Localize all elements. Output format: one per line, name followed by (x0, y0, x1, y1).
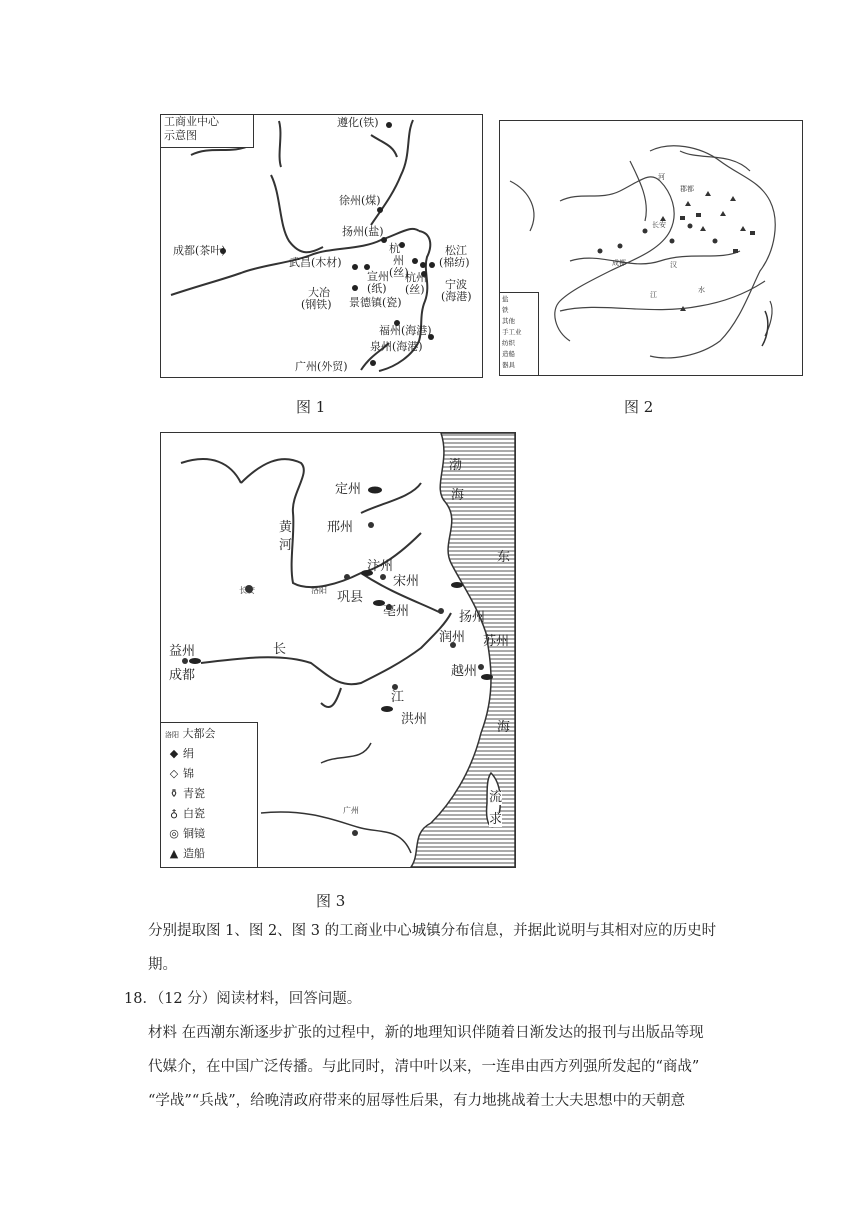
fig3-huanghe-2: 河 (279, 538, 293, 553)
legend-row-dadu: 洛阳 大都会 (165, 727, 216, 740)
fig3-songzhou: 宋州 (393, 574, 420, 589)
figure1-caption: 图 1 (296, 398, 326, 416)
figure2-legend-1: 铁 (502, 306, 509, 314)
city-chengdu: 成都(茶叶) (173, 244, 226, 257)
figure1-title-line2: 示意图 (164, 129, 197, 142)
fig3-dong: 东 (497, 550, 511, 565)
city-hangzhou1-b: 州 (393, 254, 404, 267)
fig3-gongxian: 巩县 (337, 590, 364, 605)
legend-row-zaochuan: ▲ 造船 (165, 847, 205, 860)
brocade-icon: ◇ (169, 767, 179, 780)
city-zunhua: 遵化(铁) (337, 116, 379, 129)
figure1-title-line1: 工商业中心 (164, 115, 219, 128)
figure3-caption: 图 3 (316, 892, 346, 910)
fig3-hongzhou: 洪州 (401, 712, 428, 727)
question-text-line1: 分别提取图 1、图 2、图 3 的工商业中心城镇分布信息，并据此说明与其相对应的历史时 (148, 923, 717, 939)
city-guangzhou: 广州(外贸) (295, 360, 348, 373)
fig3-bohai-1: 渤 (449, 458, 463, 473)
legend-row-qingci: ⚱ 青瓷 (165, 787, 205, 800)
city-quanzhou: 泉州(海港) (370, 340, 423, 353)
material-line3: “学战”“兵战”，给晚清政府带来的屈辱性后果，有力地挑战着士大夫思想中的天朝意 (148, 1093, 686, 1109)
material-line1: 材料 在西潮东渐逐步扩张的过程中，新的地理知识伴随着日渐发达的报刊与出版品等现 (148, 1025, 704, 1041)
silk-icon: ◆ (169, 747, 179, 760)
figure2-legend (500, 292, 539, 375)
fig3-changan: 长安 (239, 586, 255, 595)
city-xuanzhou-b: (纸) (367, 282, 387, 295)
fig3-xingzhou: 邢州 (327, 520, 354, 535)
legend-row-baici: ♁ 白瓷 (165, 807, 205, 820)
city-songjiang-a: 松江 (445, 244, 467, 257)
city-ningbo-b: (海港) (441, 290, 472, 303)
question-18-heading: 18．（12 分）阅读材料，回答问题。 (124, 991, 362, 1007)
city-xuanzhou-a: 宣州 (367, 270, 389, 283)
figure2-legend-4: 纺织 (502, 339, 515, 347)
figure2-legend-6: 器具 (502, 361, 515, 369)
city-fuzhou: 福州(海港) (379, 324, 432, 337)
city-songjiang-b: (棉纺) (439, 256, 470, 269)
city-daye-a: 大冶 (308, 286, 330, 299)
fig3-bianzhou: 汴州 (367, 559, 394, 574)
fig3-runzhou: 润州 (439, 630, 466, 645)
city-yangzhou: 扬州(盐) (342, 225, 384, 238)
city-xuzhou: 徐州(煤) (339, 194, 381, 207)
fig3-dingzhou: 定州 (335, 482, 362, 497)
bronze-mirror-icon: ◎ (169, 827, 179, 840)
fig3-guangzhou: 广州 (343, 806, 359, 815)
fig3-bohai-2: 海 (451, 488, 465, 503)
figure2-map: 河 郡都 长安 成都 汉 水 江 盐 铁 其他 手工业 纺织 造船 器具 (499, 120, 803, 376)
city-hangzhou1-c: (丝) (389, 266, 409, 279)
fig3-yangzhou: 扬州 (459, 610, 486, 625)
material-line2: 代媒介，在中国广泛传播。与此同时，清中叶以来，一连串由西方列强所发起的“商战” (148, 1059, 700, 1075)
figure2-legend-3: 手工业 (502, 328, 522, 336)
city-hangzhou1-a: 杭 (389, 242, 400, 255)
figure2-legend-2: 其他 (502, 317, 515, 325)
city-daye-b: (钢铁) (301, 298, 332, 311)
fig3-luoyang: 洛阳 (311, 586, 327, 595)
city-ningbo-a: 宁波 (445, 278, 467, 291)
figure1-title-box (161, 115, 254, 148)
figure2-terrain (500, 121, 802, 375)
figure2-legend-5: 造船 (502, 350, 515, 358)
fig3-chang: 长 (273, 642, 287, 657)
legend-row-tongjing: ◎ 铜镜 (165, 827, 205, 840)
fig3-liuqiu-2: 求 (489, 812, 503, 827)
figure1-map (160, 114, 483, 378)
figure3-legend (161, 722, 258, 867)
celadon-icon: ⚱ (169, 787, 179, 800)
fig3-yuezhou: 越州 (451, 664, 478, 679)
fig3-hai: 海 (497, 720, 511, 735)
legend-row-juan: ◆ 绢 (165, 747, 194, 760)
fig3-huanghe-1: 黄 (279, 520, 293, 535)
shipbuilding-icon: ▲ (169, 847, 179, 860)
city-wuchang: 武昌(木材) (289, 256, 342, 269)
figure2-caption: 图 2 (624, 398, 654, 416)
city-jingdezhen: 景德镇(瓷) (349, 296, 402, 309)
city-hangzhou2-a: 杭州 (405, 271, 427, 284)
white-porcelain-icon: ♁ (169, 807, 179, 820)
fig3-chengdu: 成都 (169, 668, 196, 683)
legend-row-jin: ◇ 锦 (165, 767, 194, 780)
city-hangzhou2-b: (丝) (405, 283, 425, 296)
figure3-map (160, 432, 516, 868)
fig3-liuqiu-1: 流 (489, 790, 503, 805)
question-text-line2: 期。 (148, 957, 177, 973)
fig3-bozhou: 亳州 (383, 604, 410, 619)
fig3-suzhou: 苏州 (483, 634, 510, 649)
figure2-legend-0: 盐 (502, 295, 509, 303)
fig3-jiang: 江 (391, 690, 405, 705)
fig3-yizhou: 益州 (169, 644, 196, 659)
